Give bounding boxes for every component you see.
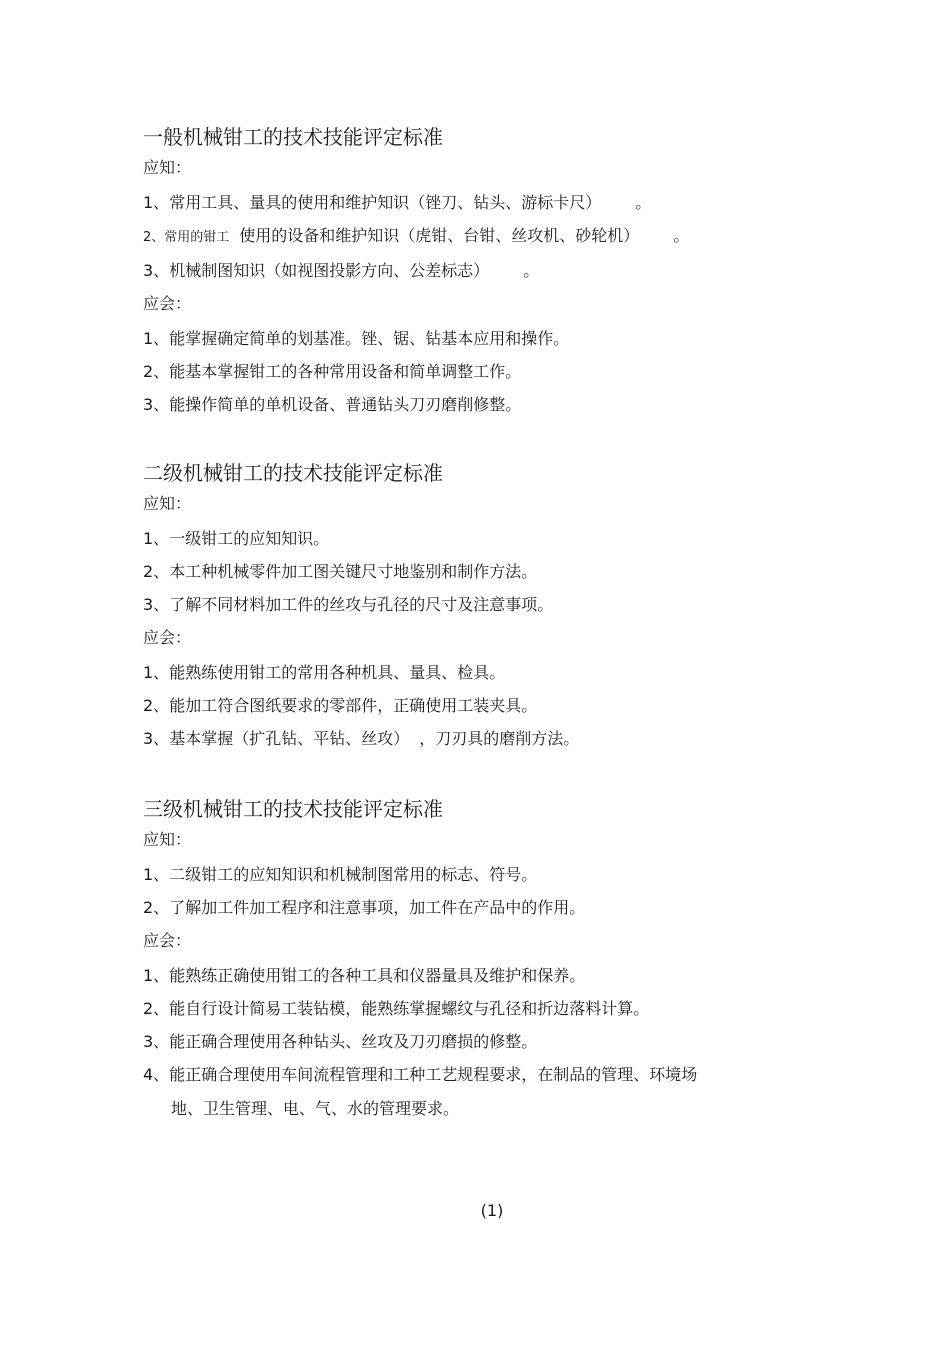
item-number: 2、: [143, 362, 170, 381]
list-item: [143, 966, 823, 986]
list-item: [143, 261, 823, 281]
item-number: 1、: [143, 966, 170, 985]
list-item: [143, 595, 823, 615]
list-item: [143, 362, 823, 382]
list-item: [143, 729, 823, 749]
item-text: 一级钳工的应知知识。: [169, 529, 330, 548]
item-number: 1、: [143, 193, 170, 212]
section-title: 三级机械钳工的技术技能评定标准: [143, 797, 443, 821]
item-text: 能加工符合图纸要求的零部件，正确使用工装夹具。: [169, 696, 538, 715]
item-number: 1、: [143, 663, 170, 682]
item-end: 。: [635, 193, 652, 212]
item-text-cont: 地、卫生管理、电、气、水的管理要求。: [171, 1099, 460, 1118]
list-item: [143, 529, 823, 549]
list-item: [143, 865, 823, 885]
list-item: [143, 1065, 823, 1119]
item-number: 3、: [143, 729, 170, 748]
item-number: 2、: [143, 230, 165, 245]
item-end: 。: [673, 226, 690, 245]
know-label: 应知：: [143, 494, 192, 513]
item-text: 能熟练正确使用钳工的各种工具和仪器量具及维护和保养。: [169, 966, 586, 985]
item-text: 二级钳工的应知知识和机械制图常用的标志、符号。: [169, 865, 538, 884]
item-number: 3、: [143, 395, 170, 414]
item-text: 能掌握确定简单的划基准。锉、锯、钻基本应用和操作。: [169, 329, 570, 348]
item-text: 能基本掌握钳工的各种常用设备和简单调整工作。: [169, 362, 522, 381]
item-text-cont: ，刀刃具的磨削方法。: [419, 729, 580, 748]
section-title: 二级机械钳工的技术技能评定标准: [143, 461, 443, 485]
section-title: 一般机械钳工的技术技能评定标准: [143, 125, 443, 149]
list-item: [143, 898, 823, 918]
item-number: 3、: [143, 595, 170, 614]
item-number: 2、: [143, 562, 170, 581]
item-number: 1、: [143, 865, 170, 884]
section-level-1: [143, 124, 823, 415]
item-end: 。: [523, 261, 540, 280]
list-item: [143, 395, 823, 415]
item-text: 了解不同材料加工件的丝攻与孔径的尺寸及注意事项。: [169, 595, 554, 614]
item-number: 1、: [143, 529, 170, 548]
item-text: 了解加工件加工程序和注意事项，加工件在产品中的作用。: [169, 898, 586, 917]
can-label: 应会：: [143, 294, 192, 313]
list-item: [143, 193, 823, 213]
can-label: 应会：: [143, 628, 192, 647]
item-text: 常用工具、量具的使用和维护知识（锉刀、钻头、游标卡尺）: [169, 193, 602, 212]
page-number: (1): [480, 1201, 504, 1220]
section-level-3: [143, 796, 823, 1119]
list-item: [143, 329, 823, 349]
list-item: [143, 562, 823, 582]
item-number: 4、: [143, 1065, 170, 1084]
item-text: 能自行设计简易工装钻模，能熟练掌握螺纹与孔径和折边落料计算。: [169, 999, 650, 1018]
item-text: 能操作简单的单机设备、普通钻头刀刃磨削修整。: [169, 395, 522, 414]
item-text: 基本掌握（扩孔钻、平钻、丝攻）: [169, 729, 410, 748]
know-label: 应知：: [143, 830, 192, 849]
list-item: [143, 999, 823, 1019]
item-text: 能熟练使用钳工的常用各种机具、量具、检具。: [169, 663, 506, 682]
item-text: 本工种机械零件加工图关键尺寸地鉴别和制作方法。: [169, 562, 538, 581]
item-number: 1、: [143, 329, 170, 348]
list-item: [143, 226, 823, 248]
item-text: 能正确合理使用车间流程管理和工种工艺规程要求，在制品的管理、环境场: [169, 1065, 698, 1084]
item-text: 能正确合理使用各种钻头、丝攻及刀刃磨损的修整。: [169, 1032, 538, 1051]
item-prefix: 常用的钳工: [164, 230, 230, 245]
section-level-2: [143, 460, 823, 749]
item-number: 2、: [143, 696, 170, 715]
list-item: [143, 696, 823, 716]
item-number: 3、: [143, 1032, 170, 1051]
item-number: 2、: [143, 898, 170, 917]
know-label: 应知：: [143, 158, 192, 177]
item-number: 3、: [143, 261, 170, 280]
item-text: 机械制图知识（如视图投影方向、公差标志）: [169, 261, 490, 280]
list-item: [143, 1032, 823, 1052]
item-text: 使用的设备和维护知识（虎钳、台钳、丝攻机、砂轮机）: [239, 226, 640, 245]
can-label: 应会：: [143, 931, 192, 950]
item-number: 2、: [143, 999, 170, 1018]
list-item: [143, 663, 823, 683]
